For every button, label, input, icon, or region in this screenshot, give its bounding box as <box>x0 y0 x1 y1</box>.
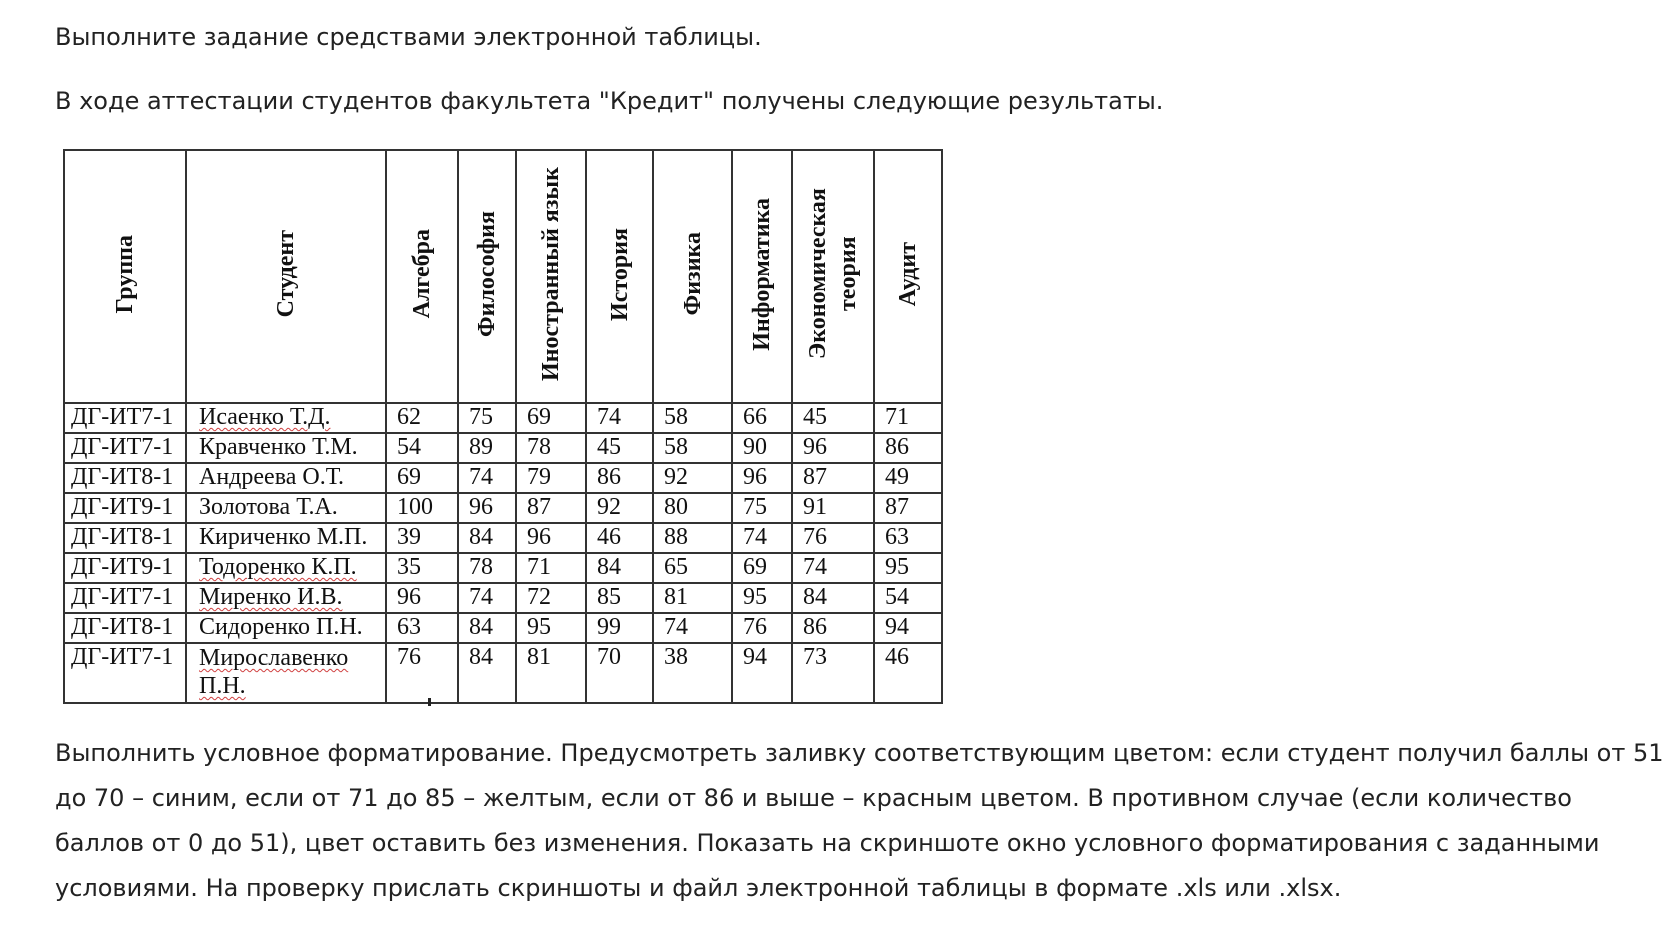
score-cell: 89 <box>458 433 516 463</box>
score-cell: 96 <box>732 463 792 493</box>
score-cell: 66 <box>732 403 792 433</box>
table-row <box>64 463 942 493</box>
group-cell: ДГ-ИТ7-1 <box>64 433 186 463</box>
score-cell: 100 <box>386 493 458 523</box>
header-philosophy <box>458 150 516 403</box>
header-label: Иностранный язык <box>538 167 564 381</box>
group-cell: ДГ-ИТ8-1 <box>64 463 186 493</box>
student-cell <box>186 433 386 463</box>
table-row <box>64 643 942 703</box>
student-cell <box>186 643 386 703</box>
score-cell: 70 <box>586 643 653 703</box>
score-cell: 58 <box>653 433 732 463</box>
score-cell: 84 <box>458 523 516 553</box>
score-cell: 74 <box>732 523 792 553</box>
score-cell: 84 <box>458 613 516 643</box>
header-label: Философия <box>474 211 500 337</box>
student-cell <box>186 523 386 553</box>
group-cell: ДГ-ИТ8-1 <box>64 523 186 553</box>
header-algebra <box>386 150 458 403</box>
score-cell: 87 <box>874 493 942 523</box>
table-row <box>64 553 942 583</box>
score-cell: 45 <box>792 403 874 433</box>
score-cell: 78 <box>458 553 516 583</box>
student-name: Тодоренко К.П. <box>199 554 357 580</box>
table-row <box>64 613 942 643</box>
score-cell: 54 <box>386 433 458 463</box>
student-cell <box>186 583 386 613</box>
score-cell: 92 <box>653 463 732 493</box>
score-cell: 62 <box>386 403 458 433</box>
score-cell: 69 <box>732 553 792 583</box>
table-row <box>64 523 942 553</box>
header-label: Информатика <box>749 197 775 351</box>
header-informatics <box>732 150 792 403</box>
score-cell: 74 <box>586 403 653 433</box>
header-label: Экономическая теория <box>805 188 861 360</box>
header-label: Аудит <box>895 241 921 307</box>
score-cell: 58 <box>653 403 732 433</box>
score-cell: 99 <box>586 613 653 643</box>
task-paragraph: Выполнить условное форматирование. Предусмотреть заливку соответствующим цветом: если студент получил баллы от 51 до 70 – синим, если от 71 до 85 – желтым, если от 86 и выше – красным цветом. В противном случае (если количество баллов от 0 до 51), цвет оставить без изменения. Показать на скриншоте окно условного форматирования с заданными условиями. На проверку прислать скриншоты и файл электронной таблицы в формате .xls или .xlsx. <box>55 739 1664 902</box>
table-header-row <box>64 150 942 403</box>
score-cell: 69 <box>386 463 458 493</box>
score-cell: 46 <box>874 643 942 703</box>
student-cell <box>186 493 386 523</box>
group-cell: ДГ-ИТ8-1 <box>64 613 186 643</box>
score-cell: 86 <box>792 613 874 643</box>
score-cell: 74 <box>458 583 516 613</box>
score-cell: 46 <box>586 523 653 553</box>
header-audit <box>874 150 942 403</box>
score-cell: 38 <box>653 643 732 703</box>
student-name: Исаенко Т.Д. <box>199 404 331 430</box>
score-cell: 49 <box>874 463 942 493</box>
score-cell: 95 <box>732 583 792 613</box>
student-cell <box>186 403 386 433</box>
header-label: Группа <box>112 234 138 314</box>
header-group <box>64 150 186 403</box>
results-table <box>63 149 943 704</box>
score-cell: 74 <box>792 553 874 583</box>
student-cell <box>186 553 386 583</box>
student-name: Андреева О.Т. <box>199 464 344 490</box>
group-cell: ДГ-ИТ7-1 <box>64 403 186 433</box>
score-cell: 78 <box>516 433 586 463</box>
intro-line-1: Выполните задание средствами электронной таблицы. <box>55 23 762 51</box>
table-row <box>64 583 942 613</box>
score-cell: 88 <box>653 523 732 553</box>
score-cell: 65 <box>653 553 732 583</box>
student-cell <box>186 613 386 643</box>
score-cell: 75 <box>458 403 516 433</box>
header-label: История <box>606 227 633 321</box>
score-cell: 94 <box>874 613 942 643</box>
student-name: Сидоренко П.Н. <box>199 614 363 640</box>
score-cell: 76 <box>732 613 792 643</box>
score-cell: 86 <box>586 463 653 493</box>
score-cell: 35 <box>386 553 458 583</box>
score-cell: 91 <box>792 493 874 523</box>
score-cell: 84 <box>586 553 653 583</box>
score-cell: 54 <box>874 583 942 613</box>
header-label: Студент <box>273 230 299 318</box>
score-cell: 95 <box>516 613 586 643</box>
score-cell: 84 <box>792 583 874 613</box>
score-cell: 39 <box>386 523 458 553</box>
score-cell: 74 <box>458 463 516 493</box>
score-cell: 92 <box>586 493 653 523</box>
score-cell: 90 <box>732 433 792 463</box>
score-cell: 80 <box>653 493 732 523</box>
text-cursor-mark <box>428 698 431 706</box>
header-economic-theory <box>792 150 874 403</box>
group-cell: ДГ-ИТ9-1 <box>64 553 186 583</box>
score-cell: 96 <box>792 433 874 463</box>
score-cell: 73 <box>792 643 874 703</box>
score-cell: 72 <box>516 583 586 613</box>
score-cell: 94 <box>732 643 792 703</box>
score-cell: 96 <box>516 523 586 553</box>
student-name: Кравченко Т.М. <box>199 434 358 460</box>
header-physics <box>653 150 732 403</box>
score-cell: 86 <box>874 433 942 463</box>
table-row <box>64 433 942 463</box>
score-cell: 87 <box>792 463 874 493</box>
table-row <box>64 493 942 523</box>
score-cell: 76 <box>386 643 458 703</box>
header-foreign-language <box>516 150 586 403</box>
score-cell: 87 <box>516 493 586 523</box>
student-cell <box>186 463 386 493</box>
score-cell: 81 <box>516 643 586 703</box>
score-cell: 95 <box>874 553 942 583</box>
header-label: Алгебра <box>409 229 435 319</box>
score-cell: 81 <box>653 583 732 613</box>
score-cell: 74 <box>653 613 732 643</box>
score-cell: 76 <box>792 523 874 553</box>
score-cell: 96 <box>386 583 458 613</box>
score-cell: 69 <box>516 403 586 433</box>
table-row <box>64 403 942 433</box>
score-cell: 75 <box>732 493 792 523</box>
group-cell: ДГ-ИТ7-1 <box>64 643 186 703</box>
header-label: Физика <box>679 232 706 316</box>
score-cell: 84 <box>458 643 516 703</box>
score-cell: 63 <box>874 523 942 553</box>
score-cell: 45 <box>586 433 653 463</box>
student-name: Золотова Т.А. <box>199 494 338 520</box>
student-name: Кириченко М.П. <box>199 524 368 550</box>
header-history <box>586 150 653 403</box>
group-cell: ДГ-ИТ7-1 <box>64 583 186 613</box>
score-cell: 63 <box>386 613 458 643</box>
score-cell: 71 <box>516 553 586 583</box>
intro-line-2: В ходе аттестации студентов факультета "Кредит" получены следующие результаты. <box>55 87 1164 115</box>
student-name: Мирославенко П.Н. <box>199 645 349 699</box>
student-name: Миренко И.В. <box>199 584 343 610</box>
score-cell: 85 <box>586 583 653 613</box>
score-cell: 71 <box>874 403 942 433</box>
score-cell: 96 <box>458 493 516 523</box>
header-student <box>186 150 386 403</box>
group-cell: ДГ-ИТ9-1 <box>64 493 186 523</box>
score-cell: 79 <box>516 463 586 493</box>
